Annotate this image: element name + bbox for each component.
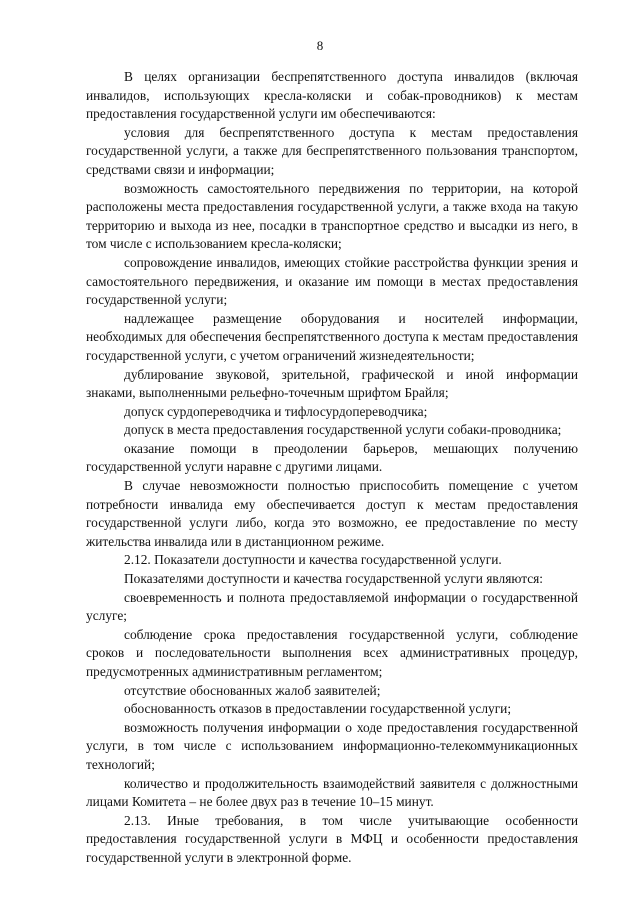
paragraph-deadlines: соблюдение срока предоставления государственной услуги, соблюдение сроков и последовательности выполнения всех административных процедур, предусмотренных административным регламентом; bbox=[86, 626, 578, 679]
paragraph-remote-access: В случае невозможности полностью приспособить помещение с учетом потребности инвалида ему обеспечивается доступ к местам предоставления государственной услуги либо, когда это возможно, ее предоставление по месту жительства инвалида или в дистанционном режиме. bbox=[86, 478, 578, 549]
paragraph-accessibility-intro: В целях организации беспрепятственного доступа инвалидов (включая инвалидов, использующих кресла-коляски и собак-проводников) к местам предоставления государственной услуги им обеспечиваются: bbox=[86, 69, 578, 122]
paragraph-barriers: оказание помощи в преодолении барьеров, мешающих получению государственной услуги наравне с другими лицами. bbox=[86, 440, 578, 475]
paragraph-equipment: надлежащее размещение оборудования и носителей информации, необходимых для обеспечения беспрепятственного доступа к местам предоставления государственной услуги, с учетом ограничений жизнедеятельности; bbox=[86, 310, 578, 363]
paragraph-conditions: условия для беспрепятственного доступа к местам предоставления государственной услуги, а также для беспрепятственного пользования транспортом, средствами связи и информации; bbox=[86, 124, 578, 177]
paragraph-timely-info: своевременность и полнота предоставляемой информации о государственной услуге; bbox=[86, 589, 578, 624]
paragraph-sign-interpreter: допуск сурдопереводчика и тифлосурдопереводчика; bbox=[124, 403, 428, 419]
paragraph-no-complaints: отсутствие обоснованных жалоб заявителей; bbox=[124, 682, 381, 698]
paragraph-progress-info: возможность получения информации о ходе предоставления государственной услуги, в том числе с использованием информационно-телекоммуникационных технологий; bbox=[86, 719, 578, 772]
section-heading-2-13: 2.13. Иные требования, в том числе учитывающие особенности предоставления государственной услуги в МФЦ и особенности предоставления государственной услуги в электронной форме. bbox=[86, 812, 578, 865]
paragraph-interactions: количество и продолжительность взаимодействий заявителя с должностными лицами Комитета – не более двух раз в течение 10–15 минут. bbox=[86, 775, 578, 810]
paragraph-escort: сопровождение инвалидов, имеющих стойкие расстройства функции зрения и самостоятельного передвижения, и оказание им помощи в местах предоставления государственной услуги; bbox=[86, 254, 578, 308]
page-number: 8 bbox=[316, 38, 324, 53]
paragraph-guide-dog: допуск в места предоставления государственной услуги собаки-проводника; bbox=[124, 422, 562, 438]
paragraph-movement: возможность самостоятельного передвижения по территории, на которой расположены места предоставления государственной услуги, а также входа на такую территорию и выхода из нее, посадки в транспортное средство и высадки из него, в том числе с использованием кресла-коляски; bbox=[86, 180, 578, 252]
document-body bbox=[86, 68, 578, 868]
section-heading-2-12: 2.12. Показатели доступности и качества государственной услуги. bbox=[124, 552, 502, 568]
paragraph-indicators-intro: Показателями доступности и качества государственной услуги являются: bbox=[124, 571, 544, 587]
paragraph-refusals: обоснованность отказов в предоставлении государственной услуги; bbox=[124, 701, 512, 717]
paragraph-braille: дублирование звуковой, зрительной, графической и иной информации знаками, выполненными рельефно-точечным шрифтом Брайля; bbox=[86, 366, 578, 401]
